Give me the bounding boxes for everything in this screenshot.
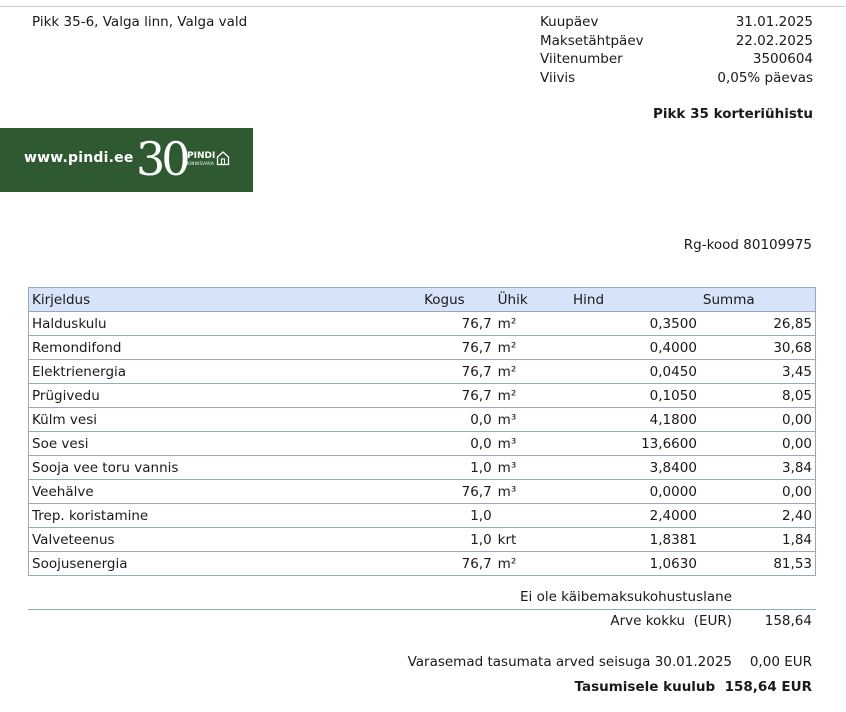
row-unit: m²: [495, 360, 570, 384]
registry-code: Rg-kood 80109975: [683, 237, 812, 253]
meta-row-due-date: [540, 32, 813, 51]
meta-label: Viitenumber: [540, 51, 623, 67]
row-quantity: 1,0: [421, 504, 495, 528]
row-sum: 3,45: [700, 360, 816, 384]
table-row: [29, 552, 816, 576]
totals-divider: [28, 609, 816, 610]
row-unit: m²: [495, 312, 570, 336]
row-description: Sooja vee toru vannis: [29, 456, 422, 480]
logo-anniversary-number: 30: [136, 132, 187, 186]
row-description: Remondifond: [29, 336, 422, 360]
row-price: 0,0000: [570, 480, 700, 504]
meta-row-penalty: [540, 69, 813, 88]
meta-value: 0,05% päevas: [717, 69, 813, 86]
row-quantity: 1,0: [421, 456, 495, 480]
row-sum: 2,40: [700, 504, 816, 528]
row-quantity: 76,7: [421, 360, 495, 384]
row-price: 3,8400: [570, 456, 700, 480]
row-price: 0,3500: [570, 312, 700, 336]
row-unit: [495, 504, 570, 528]
row-sum: 8,05: [700, 384, 816, 408]
row-price: 2,4000: [570, 504, 700, 528]
meta-row-reference: [540, 50, 813, 69]
row-quantity: 0,0: [421, 432, 495, 456]
recipient-address: Pikk 35-6, Valga linn, Valga vald: [32, 14, 248, 30]
house-icon: [216, 150, 230, 166]
row-quantity: 76,7: [421, 552, 495, 576]
previous-unpaid-value: 0,00 EUR: [749, 654, 812, 670]
row-unit: m²: [495, 336, 570, 360]
meta-row-date: [540, 13, 813, 32]
meta-value: 22.02.2025: [735, 32, 813, 49]
header-quantity: Kogus: [421, 288, 495, 312]
row-unit: m²: [495, 552, 570, 576]
invoice-meta: [540, 13, 813, 87]
row-quantity: 76,7: [421, 384, 495, 408]
row-quantity: 76,7: [421, 480, 495, 504]
table-row: [29, 504, 816, 528]
row-description: Külm vesi: [29, 408, 422, 432]
row-sum: 30,68: [700, 336, 816, 360]
row-quantity: 0,0: [421, 408, 495, 432]
row-description: Soojusenergia: [29, 552, 422, 576]
row-price: 1,0630: [570, 552, 700, 576]
table-header-row: [29, 288, 816, 312]
row-price: 13,6600: [570, 432, 700, 456]
invoice-items-table: [28, 287, 816, 576]
row-sum: 3,84: [700, 456, 816, 480]
row-sum: 1,84: [700, 528, 816, 552]
total-label: Arve kokku (EUR): [610, 613, 732, 629]
meta-label: Kuupäev: [540, 14, 599, 30]
logo-url-text: www.pindi.ee: [24, 150, 134, 166]
logo-brand: PINDI: [187, 151, 216, 161]
header-sum: Summa: [700, 288, 816, 312]
row-unit: krt: [495, 528, 570, 552]
header-description: Kirjeldus: [29, 288, 422, 312]
row-price: 0,0450: [570, 360, 700, 384]
previous-unpaid-label: Varasemad tasumata arved seisuga 30.01.2025: [407, 654, 732, 670]
top-divider: [0, 6, 846, 7]
header-price: Hind: [570, 288, 700, 312]
total-value: 158,64: [764, 613, 812, 629]
table-row: [29, 384, 816, 408]
row-sum: 0,00: [700, 432, 816, 456]
row-unit: m³: [495, 456, 570, 480]
row-unit: m²: [495, 384, 570, 408]
row-price: 0,4000: [570, 336, 700, 360]
table-row: [29, 360, 816, 384]
meta-value: 3500604: [752, 51, 813, 67]
row-quantity: 1,0: [421, 528, 495, 552]
row-unit: m³: [495, 432, 570, 456]
meta-value: 31.01.2025: [735, 14, 813, 30]
row-price: 1,8381: [570, 528, 700, 552]
row-description: Veehälve: [29, 480, 422, 504]
amount-due: Tasumisele kuulub 158,64 EUR: [574, 679, 812, 695]
table-row: [29, 480, 816, 504]
row-description: Soe vesi: [29, 432, 422, 456]
row-description: Elektrienergia: [29, 360, 422, 384]
table-row: [29, 408, 816, 432]
row-quantity: 76,7: [421, 336, 495, 360]
table-row: [29, 456, 816, 480]
row-unit: m³: [495, 408, 570, 432]
header-unit: Ühik: [495, 288, 570, 312]
row-description: Valveteenus: [29, 528, 422, 552]
row-description: Trep. koristamine: [29, 504, 422, 528]
logo-subtitle: KINNISVARA: [187, 161, 215, 166]
meta-label: Maksetähtpäev: [540, 32, 644, 49]
pindi-logo-banner: [0, 128, 253, 192]
row-sum: 81,53: [700, 552, 816, 576]
row-unit: m³: [495, 480, 570, 504]
row-sum: 0,00: [700, 408, 816, 432]
row-quantity: 76,7: [421, 312, 495, 336]
vat-note: Ei ole käibemaksukohustuslane: [520, 589, 732, 605]
row-price: 0,1050: [570, 384, 700, 408]
row-price: 4,1800: [570, 408, 700, 432]
company-name: Pikk 35 korteriühistu: [652, 106, 813, 122]
table-row: [29, 336, 816, 360]
row-sum: 0,00: [700, 480, 816, 504]
meta-label: Viivis: [540, 69, 576, 86]
row-description: Halduskulu: [29, 312, 422, 336]
row-sum: 26,85: [700, 312, 816, 336]
table-row: [29, 432, 816, 456]
table-row: [29, 312, 816, 336]
table-row: [29, 528, 816, 552]
row-description: Prügivedu: [29, 384, 422, 408]
